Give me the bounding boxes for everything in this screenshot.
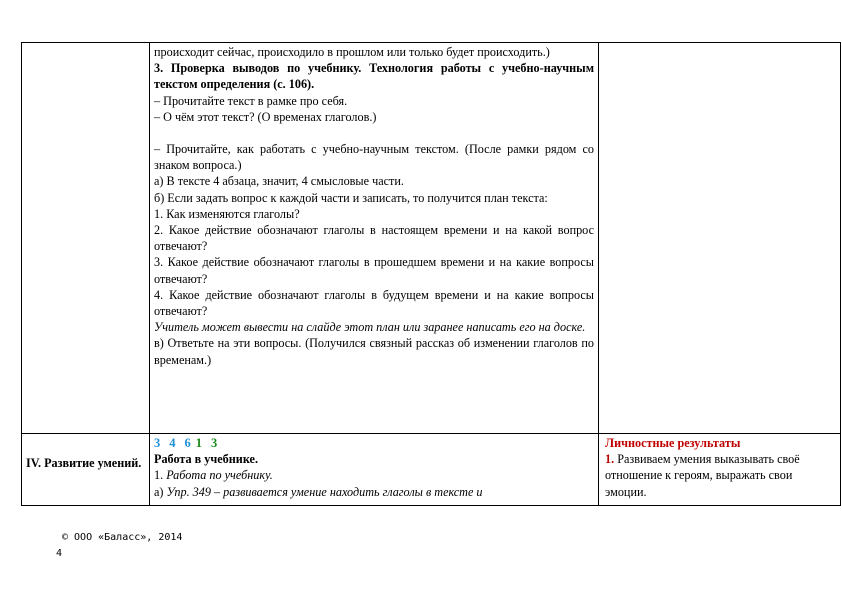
lesson-table	[21, 42, 841, 506]
lesson-table-wrap	[21, 42, 841, 506]
task-number: 3	[154, 436, 161, 450]
text-line	[154, 125, 594, 141]
text-line: а) В тексте 4 абзаца, значит, 4 смысловые части.	[154, 174, 404, 189]
task-number: 6	[184, 436, 191, 450]
text-line: – О чём этот текст? (О временах глаголов.)	[154, 109, 377, 124]
text-line: Учитель может вывести на слайде этот план или заранее написать его на доске.	[154, 320, 586, 335]
stage-cell-empty	[22, 43, 150, 434]
task-number: 4	[169, 436, 176, 450]
results-cell-empty	[599, 43, 841, 434]
stage-cell	[22, 434, 150, 506]
content-cell	[150, 434, 599, 506]
task-numbers	[154, 435, 594, 451]
results-cell	[599, 434, 841, 506]
text-line: – Прочитайте, как работать с учебно-научным текстом. (После рамки рядом со знаком вопроса.)	[154, 142, 594, 173]
text-line: 3. Проверка выводов по учебнику. Технология работы с учебно-научным текстом определения (с. 106).	[154, 61, 594, 92]
results-item: 1. Развиваем умения выказывать своё отношение к героям, выражать свои эмоции.	[605, 452, 800, 499]
item-1: 1. Работа по учебнику.	[154, 468, 273, 483]
content-text	[150, 43, 598, 368]
item-2: а) Упр. 349 – развивается умение находить глаголы в тексте и	[154, 484, 483, 499]
content-cell	[150, 43, 599, 434]
page-number: 4	[56, 548, 63, 559]
text-line: в) Ответьте на эти вопросы. (Получился связный рассказ об изменении глаголов по временам.)	[154, 336, 594, 367]
copyright-footer: © ООО «Баласс», 2014	[62, 532, 183, 543]
task-number: 3	[211, 436, 218, 450]
task-number: 1	[195, 436, 202, 450]
text-line: 1. Как изменяются глаголы?	[154, 206, 300, 221]
results-text	[599, 434, 840, 500]
text-line: 3. Какое действие обозначают глаголы в прошедшем времени и на какие вопросы отвечают?	[154, 255, 594, 286]
text-line: 2. Какое действие обозначают глаголы в настоящем времени и на какой вопрос отвечают?	[154, 223, 594, 254]
text-line: б) Если задать вопрос к каждой части и записать, то получится план текста:	[154, 190, 548, 205]
text-line: – Прочитайте текст в рамке про себя.	[154, 93, 348, 108]
results-title: Личностные результаты	[605, 436, 741, 450]
table-row	[22, 43, 841, 434]
table-row	[22, 434, 841, 506]
text-line: происходит сейчас, происходило в прошлом или только будет происходить.)	[154, 45, 550, 59]
text-line: 4. Какое действие обозначают глаголы в будущем времени и на какие вопросы отвечают?	[154, 287, 594, 319]
section-heading: Работа в учебнике.	[154, 452, 258, 467]
stage-title: IV. Развитие умений.	[26, 456, 142, 470]
content-text	[150, 434, 598, 500]
